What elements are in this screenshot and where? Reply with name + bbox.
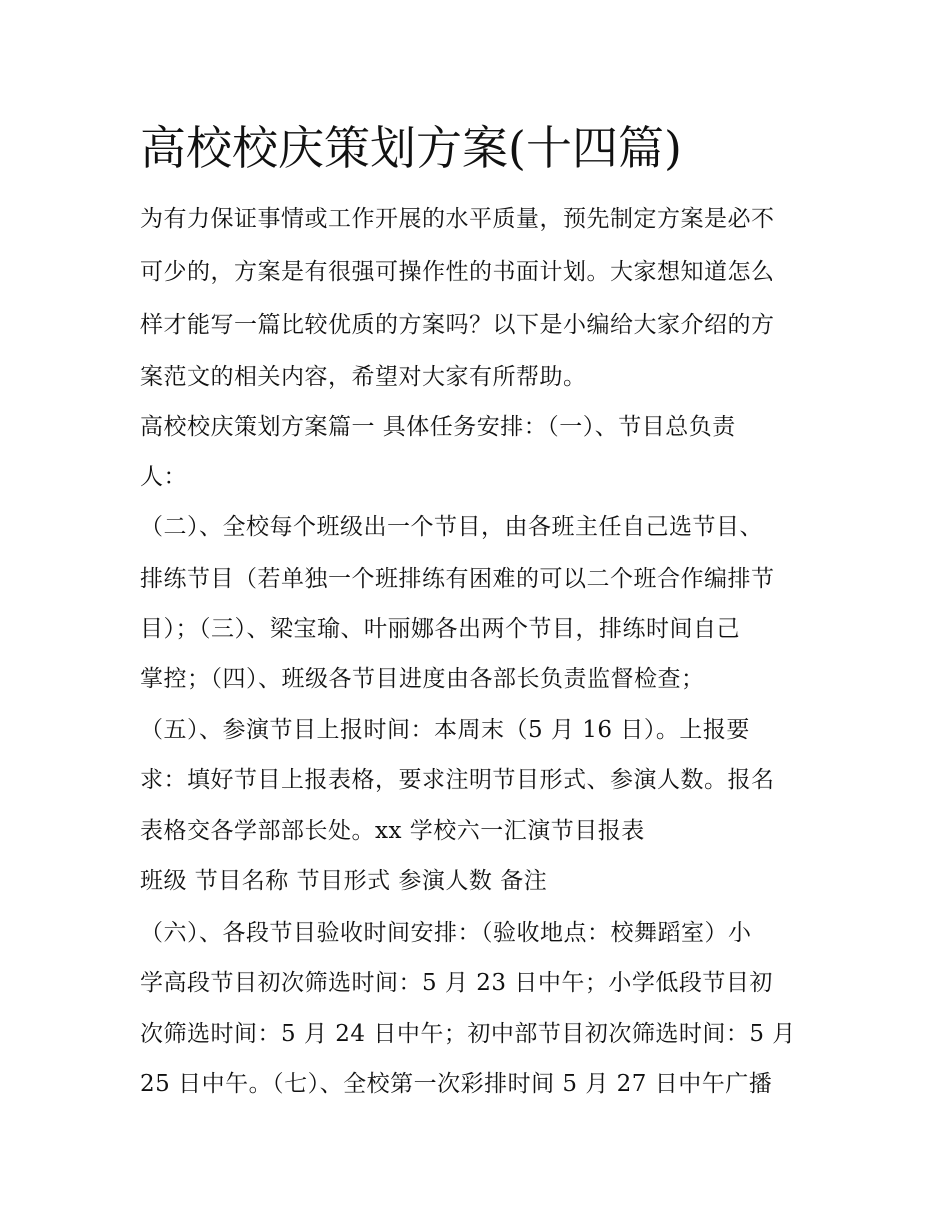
paragraph-line: （五）、参演节目上报时间：本周末（5 月 16 日）。上报要 [140, 717, 750, 743]
paragraph-line: 案范文的相关内容，希望对大家有所帮助。 [140, 364, 587, 390]
table-header-line: 班级 节目名称 节目形式 参演人数 备注 [140, 868, 548, 894]
paragraph-line: 次筛选时间：5 月 24 日中午；初中部节目初次筛选时间：5 月 [140, 1021, 796, 1047]
paragraph-line: 排练节目（若单独一个班排练有困难的可以二个班合作编排节 [140, 566, 775, 592]
paragraph-line: 表格交各学部部长处。xx 学校六一汇演节目报表 [140, 818, 645, 844]
paragraph-line: （二）、全校每个班级出一个节目，由各班主任自己选节目、 [140, 514, 763, 540]
paragraph-line: 高校校庆策划方案篇一 具体任务安排：（一）、节目总负责 [140, 414, 736, 440]
paragraph-line: 求：填好节目上报表格，要求注明节目形式、参演人数。报名 [140, 767, 775, 793]
paragraph-line: 样才能写一篇比较优质的方案吗？以下是小编给大家介绍的方 [140, 312, 775, 338]
paragraph-line: 人： [140, 464, 187, 490]
paragraph-line: 学高段节目初次筛选时间：5 月 23 日中午；小学低段节目初 [140, 970, 773, 996]
paragraph-line: （六）、各段节目验收时间安排：（验收地点：校舞蹈室）小 [140, 920, 752, 946]
paragraph-line: 可少的，方案是有很强可操作性的书面计划。大家想知道怎么 [140, 259, 775, 285]
document-title: 高校校庆策划方案(十四篇) [140, 121, 682, 175]
paragraph-line: 目）；（三）、梁宝瑜、叶丽娜各出两个节目，排练时间自己 [140, 616, 740, 642]
paragraph-line: 25 日中午。（七）、全校第一次彩排时间 5 月 27 日中午广播 [140, 1071, 773, 1097]
paragraph-line: 为有力保证事情或工作开展的水平质量，预先制定方案是必不 [140, 206, 775, 232]
paragraph-line: 掌控；（四）、班级各节目进度由各部长负责监督检查； [140, 666, 705, 692]
